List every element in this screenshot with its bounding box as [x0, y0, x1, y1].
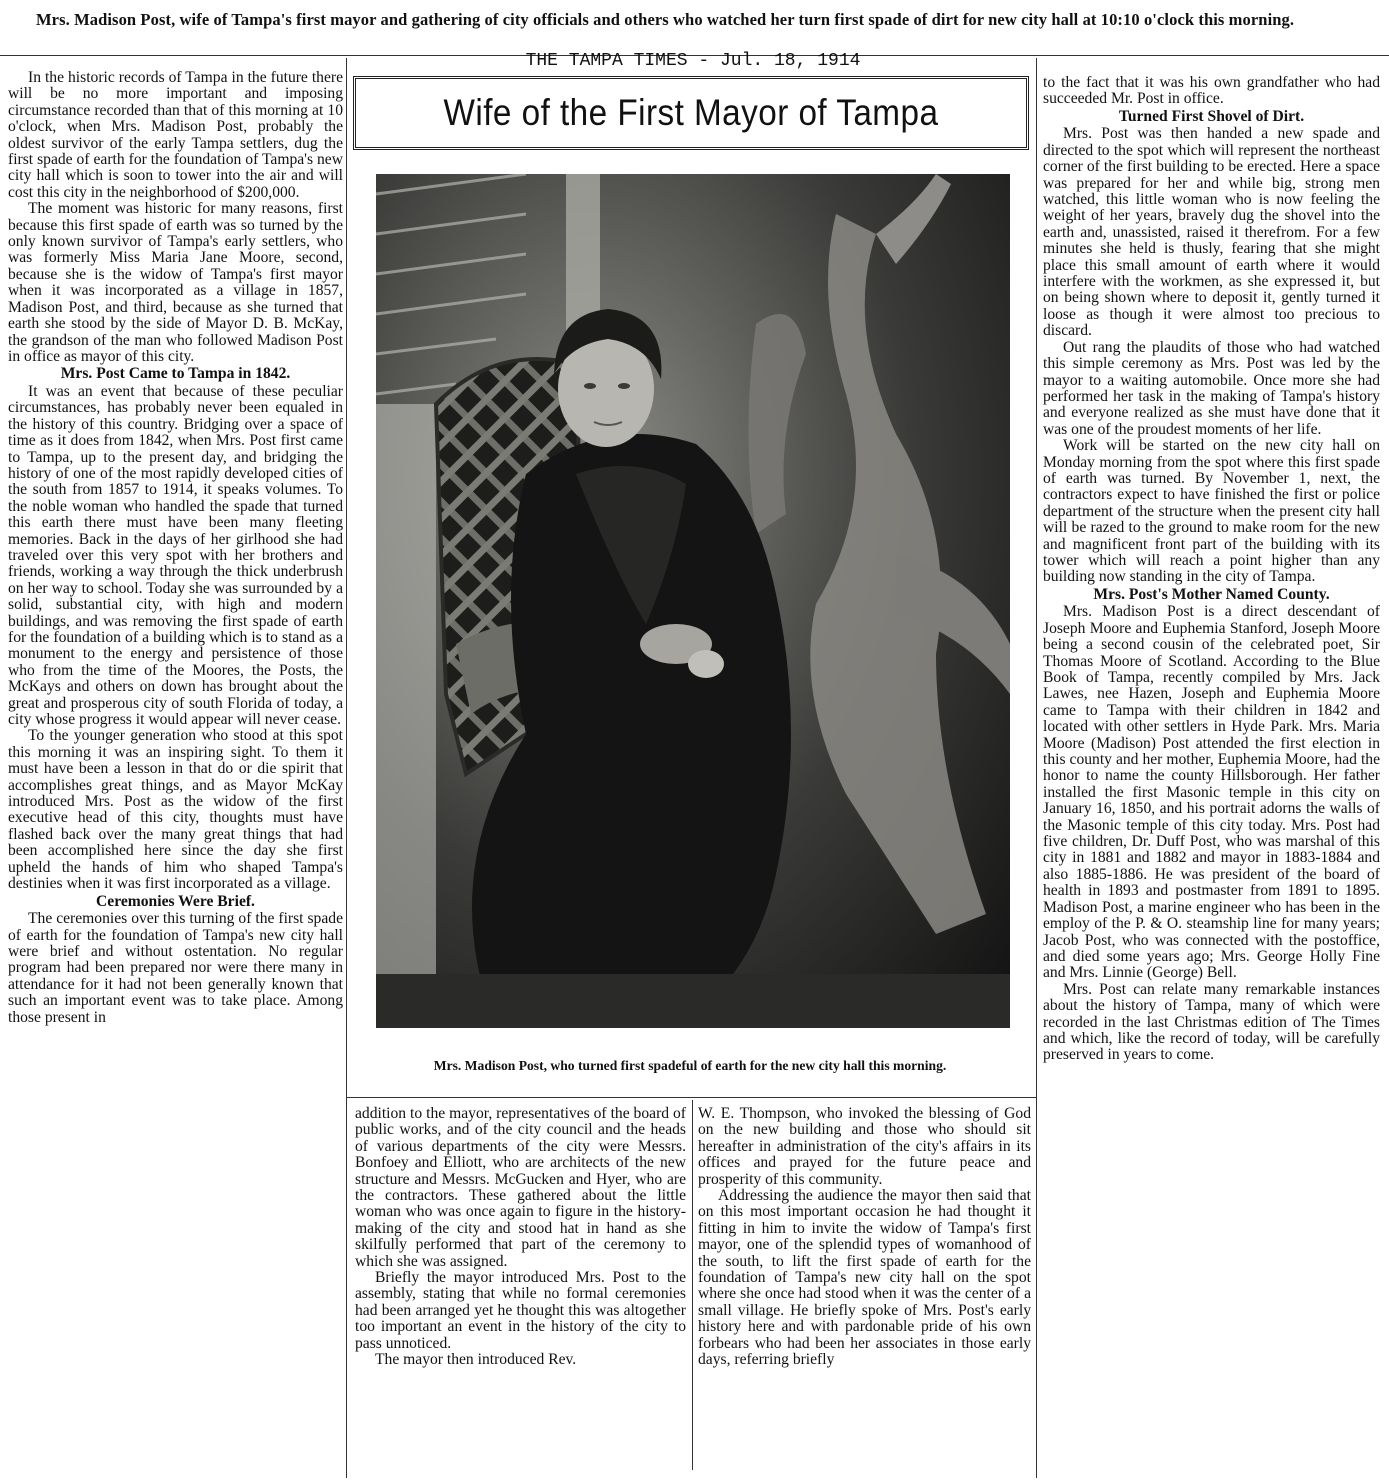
section-rule [346, 1097, 1036, 1098]
paragraph: In the historic records of Tampa in the future there will be no more important and imposing circumstance recorded than that of this morning at 10 o'clock, when Mrs. Madison Post, probably the oldest survivor of the early Tampa settlers, dug the first spade of earth for the foundation of Tampa's new city hall which is soon to tower into the air and will cost this city in the neighborhood of $200,000. [8, 70, 343, 201]
paragraph: It was an event that because of these peculiar circumstances, has probably never been equaled in the history of this country. Bridging over a space of time as it does from 1842, when Mrs. Post first came to Tampa, up to the present day, and bridging the history of one of the most rapidly developed cities of the south from 1857 to 1914, it speaks volumes. To the noble woman who handled the spade that turned this earth there must have been many fleeting memories. Back in the days of her girlhood she had traveled over this very spot with her brothers and friends, working a way through the thick underbrush on her way to school. Today she was surrounded by a solid, substantial city, with high and modern buildings, and was removing the first spade of earth for the foundation of a building which is to stand as a monument to the energy and persistence of those who from the time of the Moores, the Posts, the McKays and others on down has brought about the great and prosperous city of south Florida of today, a city whose progress it would appear will never cease. [8, 382, 343, 729]
masthead: THE TAMPA TIMES - Jul. 18, 1914 [525, 51, 861, 71]
photo-caption: Mrs. Madison Post, who turned first spadeful of earth for the new city hall this morning. [433, 1058, 947, 1073]
column-rule [692, 1100, 693, 1470]
paragraph: W. E. Thompson, who invoked the blessing of God on the new building and those who should sit hereafter in administration of the city's affairs in its offices and prayed for the future peace and prosperity of this community. [698, 1106, 1031, 1188]
paragraph: Mrs. Post can relate many remarkable instances about the history of Tampa, many of which were recorded in the last Christmas edition of The Times and which, like the record of today, will be carefully preserved in years to come. [1043, 980, 1380, 1064]
article-column-1 [8, 70, 343, 1474]
paragraph: Briefly the mayor introduced Mrs. Post to the assembly, stating that while no formal ceremonies had been arranged yet he thought this was altogether too important an event in the history of the city to pass unnoticed. [355, 1269, 686, 1352]
subheading: Turned First Shovel of Dirt. [1118, 107, 1305, 125]
paragraph: addition to the mayor, representatives of the board of public works, and of the city council and the heads of various departments of the city were Messrs. Bonfoey and Elliott, who are architects of the new structure and Messrs. McGucken and Hyer, who are the contractors. These gathered about the little woman who was once again to figure in the history-making of the city and stood hat in hand as she skilfully performed that part of the ceremony to which she was assigned. [355, 1106, 686, 1270]
top-caption: Mrs. Madison Post, wife of Tampa's first mayor and gathering of city officials and others who watched her turn first spade of dirt for new city hall at 10:10 o'clock this morning. [0, 0, 1389, 56]
headline: Wife of the First Mayor of Tampa [443, 92, 939, 133]
headline-box [353, 76, 1029, 150]
subheading: Mrs. Post's Mother Named County. [1093, 585, 1330, 603]
article-column-4 [1043, 75, 1380, 1474]
paragraph: to the fact that it was his own grandfather who had succeeded Mr. Post in office. [1043, 75, 1380, 108]
paragraph: Addressing the audience the mayor then said that on this most important occasion he had thought it fitting in him to invite the widow of Tampa's first mayor, one of the splendid types of womanhood of the south, to lift the first spade of earth for the foundation of Tampa's new city hall on the spot where she once had stood when it was the center of a small village. He briefly spoke of Mrs. Post's early history here and with pardonable pride of his own forbears who had been her associates in those early days, referring briefly [698, 1187, 1031, 1369]
paragraph: The ceremonies over this turning of the first spade of earth for the foundation of Tampa's new city hall were brief and without ostentation. No regular program had been prepared nor were there many in attendance for it had not been generally known that such an important event was to take place. Among those present in [8, 910, 343, 1026]
article-column-3 [698, 1106, 1031, 1470]
portrait-photo-illustration [376, 174, 1010, 1028]
subheading: Ceremonies Were Brief. [96, 892, 255, 910]
article-column-2 [355, 1106, 686, 1470]
paragraph: The mayor then introduced Rev. [375, 1351, 577, 1369]
column-rule [346, 58, 347, 1478]
paragraph: Mrs. Post was then handed a new spade and directed to the spot which will represent the northeast corner of the first building to be erected. Here a space was prepared for her and while big, strong men watched, this little woman who is now feeling the weight of her years, bravely dug the shovel into the earth and, unassisted, raised it therefrom. For a few minutes she held is thusly, fearing that she might place this small amount of earth where it would interfere with the workmen, as she expressed it, but on being shown where to deposit it, gently turned it loose as though it were almost too precious to discard. [1043, 125, 1380, 340]
paragraph: Work will be started on the new city hall on Monday morning from the spot where this first spade of earth was turned. By November 1, next, the contractors expect to have finished the first or police department of the structure when the present city hall will be razed to the ground to make room for the new and magnificent front part of the building with its tower which will reach a point higher than any building now standing in the city of Tampa. [1043, 437, 1380, 586]
column-rule [1036, 58, 1037, 1478]
paragraph: To the younger generation who stood at this spot this morning it was an inspiring sight. To them it must have been a lesson in that do or die spirit that accomplishes great things, and as Mayor McKay introduced Mrs. Post as the widow of the first executive head of this city, thoughts must have flashed back over the many great things that had been accomplished here since the day she first upheld the hands of him who shaped Tampa's destinies when it was first incorporated as a village. [8, 727, 343, 893]
subheading: Mrs. Post Came to Tampa in 1842. [60, 365, 291, 383]
portrait-photo [376, 174, 1010, 1028]
paragraph: The moment was historic for many reasons, first because this first spade of earth was so turned by the only known survivor of Tampa's early settlers, who was formerly Miss Maria Jane Moore, second, because she is the widow of Tampa's first mayor when it was incorporated as a village in 1857, Madison Post, and third, because as she turned that earth she stood by the side of Mayor D. B. McKay, the grandson of the man who followed Madison Post in office as mayor of this city. [8, 200, 343, 365]
paragraph: Mrs. Madison Post is a direct descendant of Joseph Moore and Euphemia Stanford, Joseph Moore being a second cousin of the celebrated poet, Sir Thomas Moore of Scotland. According to the Blue Book of Tampa, recently compiled by Mrs. Jack Lawes, nee Hazen, Joseph and Euphemia Moore came to Tampa with their children in 1842 and located with other settlers in Hyde Park. Mrs. Maria Moore (Madison) Post attended the first election in this county and her mother, Euphemia Moore, had the honor to name the county Hillsborough. Her father installed the first Masonic temple in this city on January 16, 1850, and his portrait adorns the walls of the Masonic temple of this city today. Mrs. Post had five children, Dr. Duff Post, who was marshal of this city in 1881 and 1882 and mayor in 1883-1884 and also 1885-1886. He was president of the board of health in 1893 and postmaster from 1891 to 1895. Madison Post, a marine engineer who has been in the employ of the P. & O. steamship line for many years; Jacob Post, who was connected with the postoffice, and died some years ago; Mrs. George Holly Fine and Mrs. Linnie (George) Bell. [1043, 603, 1380, 982]
paragraph: Out rang the plaudits of those who had watched this simple ceremony as Mrs. Post was led by the mayor to a waiting automobile. Once more she had performed her task in the making of Tampa's history and everyone realized as she must have done that it was one of the proudest moments of her life. [1043, 338, 1380, 438]
